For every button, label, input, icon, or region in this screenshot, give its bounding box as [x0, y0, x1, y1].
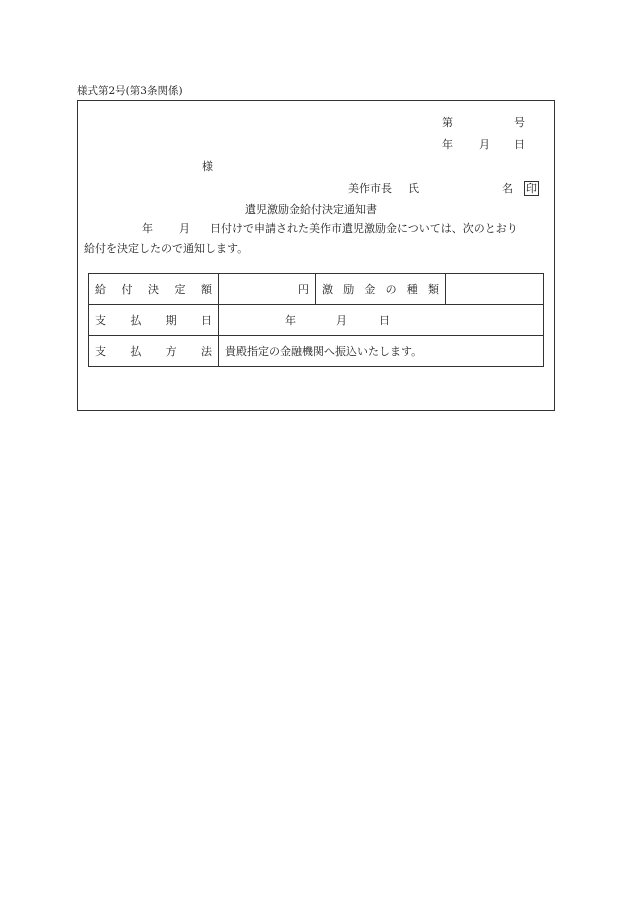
label-payment-method: [89, 336, 219, 367]
seal-text: 印: [526, 182, 537, 195]
issuer-name-label-2: 名: [502, 182, 513, 195]
body-month: 月: [179, 222, 190, 235]
label-amount: [89, 274, 219, 305]
payment-method-cell: [219, 336, 544, 367]
amount-cell: [219, 274, 316, 305]
label-char: 励: [343, 283, 355, 296]
body-line-1-text: 日付けで申請された美作市遺児激励金については、次のとおり: [210, 222, 518, 235]
document-title: 遺児激励金給付決定通知書: [245, 203, 377, 216]
label-char: の: [385, 283, 397, 296]
form-number-label: 様式第2号(第3条関係): [77, 85, 183, 97]
label-char: 法: [200, 345, 212, 358]
number-prefix: 第: [442, 116, 453, 129]
yen-unit: 円: [298, 283, 309, 296]
payment-method-text: 貴殿指定の金融機関へ振込いたします。: [225, 345, 423, 358]
payment-date-cell: [219, 305, 544, 336]
label-char: 支: [95, 345, 106, 358]
header-year: 年: [442, 138, 453, 151]
label-grant-type: [316, 274, 446, 305]
addressee-honorific: 様: [202, 160, 213, 173]
table-row-payment-method: [89, 336, 544, 367]
label-char: 種: [406, 283, 418, 296]
body-paragraph: [84, 219, 550, 259]
payment-month: 月: [336, 314, 347, 327]
label-char: 定: [174, 283, 186, 296]
issuer-title: 美作市長: [348, 182, 392, 195]
header-day: 日: [514, 138, 525, 151]
payment-day: 日: [379, 314, 390, 327]
seal-mark: [524, 181, 539, 196]
details-table: [88, 273, 544, 367]
label-char: 決: [148, 283, 159, 296]
payment-year: 年: [285, 314, 296, 327]
label-char: 日: [200, 314, 212, 327]
body-line-1: [84, 219, 550, 239]
label-char: 給: [95, 283, 106, 296]
header-month: 月: [479, 138, 490, 151]
issuer-name-label: 氏: [408, 182, 419, 195]
label-char: 激: [322, 283, 333, 296]
label-char: 付: [121, 283, 133, 296]
label-char: 金: [364, 283, 376, 296]
label-payment-date: [89, 305, 219, 336]
label-char: 払: [130, 345, 142, 358]
grant-type-cell: [446, 274, 544, 305]
body-year: 年: [142, 222, 153, 235]
table-row-amount: [89, 274, 544, 305]
table-row-payment-date: [89, 305, 544, 336]
label-char: 支: [95, 314, 106, 327]
body-line-2: 給付を決定したので通知します。: [84, 242, 249, 255]
label-char: 類: [427, 283, 439, 296]
label-char: 額: [201, 283, 212, 296]
label-char: 方: [165, 345, 177, 358]
label-char: 払: [130, 314, 142, 327]
number-suffix: 号: [514, 116, 525, 129]
label-char: 期: [165, 314, 177, 327]
